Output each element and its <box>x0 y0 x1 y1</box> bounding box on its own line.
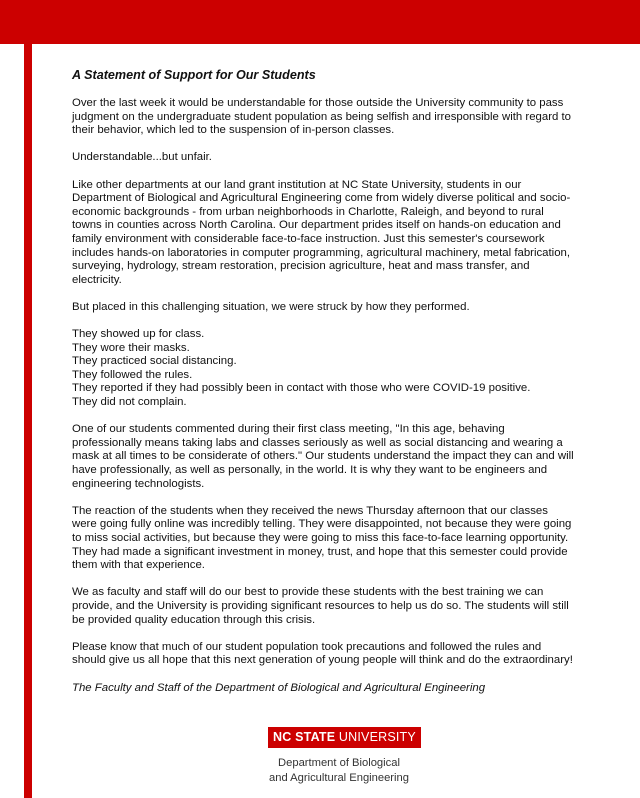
list-item: They reported if they had possibly been in contact with those who were COVID-19 positive. <box>72 382 531 395</box>
paragraph-challenge: But placed in this challenging situation, we were struck by how they performed. <box>72 300 470 313</box>
list-item: They did not complain. <box>72 396 187 409</box>
list-item: They wore their masks. <box>72 341 190 354</box>
wordmark-regular: UNIVERSITY <box>335 730 416 744</box>
ncsu-wordmark <box>268 727 421 748</box>
paragraph-department: Like other departments at our land grant institution at NC State University, students in our Department of Biological and Agricultural Engineering come from widely diverse political and socio-economic backgrounds - from urban neighborhoods in Charlotte, Raleigh, and beyond to rural towns in counties across North Carolina. Our department prides itself on hands-on education and family environment with considerable face-to-face instruction. Just this semester's coursework includes hands-on laboratories in computer programming, agricultural machinery, metal fabrication, surveying, hydrology, stream restoration, precision agriculture, heat and mass transfer, and electricity. <box>72 178 571 286</box>
wordmark-bold: NC STATE <box>273 730 336 744</box>
ncsu-logo <box>268 727 416 785</box>
signature: The Faculty and Staff of the Department of Biological and Agricultural Engineering <box>72 681 486 694</box>
paragraph-reaction: The reaction of the students when they received the news Thursday afternoon that our classes were going fully online was incredibly telling. They were disappointed, not because they were going to miss social activities, but because they were going to miss this face-to-face learning opportunity. They had made a significant investment in money, trust, and hope that this semester could provide them with that experience. <box>72 504 572 572</box>
header-red-bar <box>0 0 640 44</box>
paragraph-closing: Please know that much of our student population took precautions and followed the rules and should give us all hope that this next generation of young people will think and do the extraordinary! <box>72 640 573 667</box>
department-name <box>268 756 410 785</box>
paragraph-unfair: Understandable...but unfair. <box>72 151 212 164</box>
paragraph-student-quote: One of our students commented during their first class meeting, "In this age, behaving professionally means taking labs and classes seriously as well as social distancing and wearing a mask at all times to be considerate of others." Our students understand the impact they can and will have professionally, as well as personally, in the world. It is why they want to be engineers and engineering technologists. <box>72 423 574 490</box>
left-red-bar <box>24 44 32 798</box>
list-item: They showed up for class. <box>72 328 205 341</box>
statement-body <box>72 68 574 695</box>
list-item: They followed the rules. <box>72 368 193 381</box>
statement-title: A Statement of Support for Our Students <box>72 68 316 82</box>
behavior-list <box>72 328 574 410</box>
department-line-2: and Agricultural Engineering <box>269 771 409 784</box>
paragraph-intro: Over the last week it would be understandable for those outside the University community to pass judgment on the undergraduate student population as being selfish and irresponsible with regard to their behavior, which led to the suspension of in-person classes. <box>72 97 571 137</box>
department-line-1: Department of Biological <box>278 757 400 769</box>
list-item: They practiced social distancing. <box>72 355 237 368</box>
paragraph-faculty-commitment: We as faculty and staff will do our best to provide these students with the best training we can provide, and the University is providing significant resources to help us do so. The students will still be provided quality education through this crisis. <box>72 586 569 626</box>
